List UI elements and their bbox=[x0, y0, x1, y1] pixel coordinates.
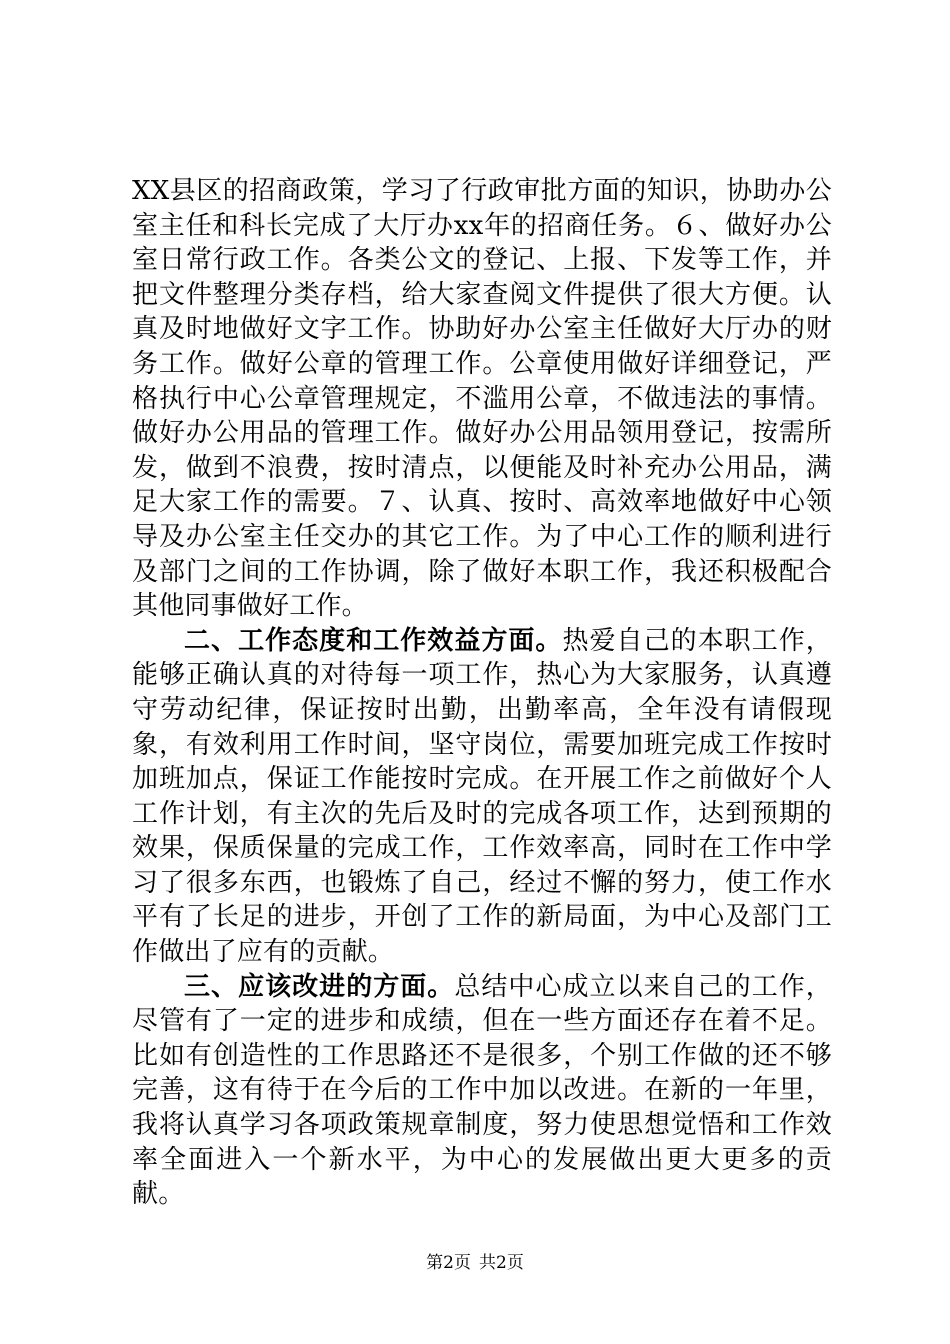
section-heading: 三、应该改进的方面。 bbox=[184, 971, 455, 1002]
paragraph-text: XX县区的招商政策，学习了行政审批方面的知识，协助办公室主任和科长完成了大厅办xx年的招商任务。６、做好办公室日常行政工作。各类公文的登记、上报、下发等工作，并把文件整理分类存档，给大家查阅文件提供了很大方便。认真及时地做好文字工作。协助好办公室主任做好大厅办的财务工作。做好公章的管理工作。公章使用做好详细登记，严格执行中心公章管理规定，不滥用公章，不做违法的事情。做好办公用品的管理工作。做好办公用品领用登记，按需所发，做到不浪费，按时清点，以便能及时补充办公用品，满足大家工作的需要。７、认真、按时、高效率地做好中心领导及办公室主任交办的其它工作。为了中心工作的顺利进行及部门之间的工作协调，除了做好本职工作，我还积极配合其他同事做好工作。 bbox=[132, 176, 832, 622]
document-body bbox=[132, 174, 832, 1212]
section-heading: 二、工作态度和工作效益方面。 bbox=[184, 625, 563, 656]
paragraph-continuation bbox=[132, 174, 832, 624]
paragraph-text: 热爱自己的本职工作，能够正确认真的对待每一项工作，热心为大家服务，认真遵守劳动纪律，保证按时出勤，出勤率高，全年没有请假现象，有效利用工作时间，坚守岗位，需要加班完成工作按时加班加点，保证工作能按时完成。在开展工作之前做好个人工作计划，有主次的先后及时的完成各项工作，达到预期的效果，保质保量的完成工作，工作效率高，同时在工作中学习了很多东西，也锻炼了自己，经过不懈的努力，使工作水平有了长足的进步，开创了工作的新局面，为中心及部门工作做出了应有的贡献。 bbox=[132, 625, 832, 968]
paragraph-work-attitude bbox=[132, 624, 832, 970]
page-footer bbox=[0, 1252, 950, 1274]
paragraph-improvements bbox=[132, 970, 832, 1212]
paragraph-text: 总结中心成立以来自己的工作，尽管有了一定的进步和成绩，但在一些方面还存在着不足。比如有创造性的工作思路还不是很多，个别工作做的还不够完善，这有待于在今后的工作中加以改进。在新的一年里，我将认真学习各项政策规章制度，努力使思想觉悟和工作效率全面进入一个新水平，为中心的发展做出更大更多的贡献。 bbox=[132, 971, 832, 1210]
page-number: 第2页 bbox=[426, 1253, 471, 1273]
page-total: 共2页 bbox=[479, 1253, 524, 1273]
